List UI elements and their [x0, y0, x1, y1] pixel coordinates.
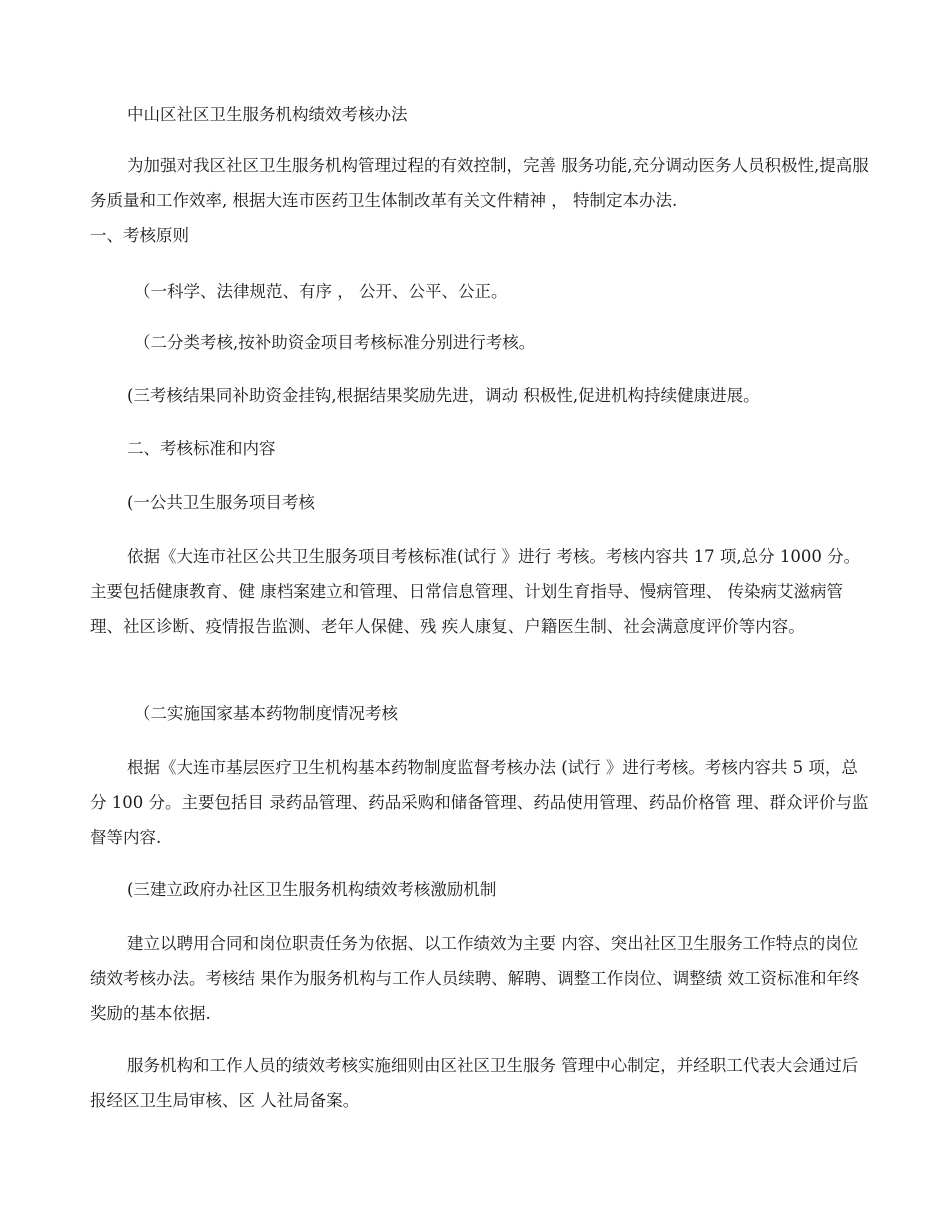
section-heading-standards: 二、考核标准和内容 [127, 439, 276, 458]
document-title: 中山区社区卫生服务机构绩效考核办法 [127, 105, 408, 124]
subsection-heading-public-health: (一公共卫生服务项目考核 [127, 493, 315, 512]
public-health-paragraph: 依据《大连市社区公共卫生服务项目考核标准(试行 》进行 考核。考核内容共 17 项,总分 1000 分。主要包括健康教育、健 康档案建立和管理、日常信息管理、计划生育指导、慢病管理、 传染病艾滋病管理、社区诊断、疫情报告监测、老年人保健、残 疾人康复、户籍医生制、社会满意度评价等内容。 [90, 547, 861, 636]
incentive-paragraph: 建立以聘用合同和岗位职责任务为依据、以工作绩效为主要 内容、突出社区卫生服务工作特点的岗位绩效考核办法。考核结 果作为服务机构与工作人员续聘、解聘、调整工作岗位、调整绩 效工资标准和年终奖励的基本依据. [90, 934, 860, 1023]
principle-item-2: （二分类考核,按补助资金项目考核标准分别进行考核。 [134, 333, 536, 352]
subsection-heading-incentive: (三建立政府办社区卫生服务机构绩效考核激励机制 [127, 880, 497, 899]
principle-item-3: (三考核结果同补助资金挂钩,根据结果奖励先进，调动 积极性,促进机构持续健康进展。 [127, 386, 760, 405]
intro-paragraph: 为加强对我区社区卫生服务机构管理过程的有效控制，完善 服务功能,充分调动医务人员积极性,提高服务质量和工作效率, 根据大连市医药卫生体制改革有关文件精神 ， 特制定本办法. [90, 156, 869, 210]
principle-item-1: （一科学、法律规范、有序 ， 公开、公平、公正。 [134, 282, 508, 301]
subsection-heading-essential-drugs: （二实施国家基本药物制度情况考核 [134, 704, 398, 723]
closing-paragraph: 服务机构和工作人员的绩效考核实施细则由区社区卫生服务 管理中心制定，并经职工代表大会通过后报经区卫生局审核、区 人社局备案。 [90, 1056, 859, 1110]
essential-drugs-paragraph: 根据《大连市基层医疗卫生机构基本药物制度监督考核办法 (试行 》进行考核。考核内容共 5 项，总分 100 分。主要包括目 录药品管理、药品采购和储备管理、药品使用管理、药品价格管 理、群众评价与监督等内容. [90, 758, 869, 847]
section-heading-principles: 一、考核原则 [90, 226, 189, 245]
